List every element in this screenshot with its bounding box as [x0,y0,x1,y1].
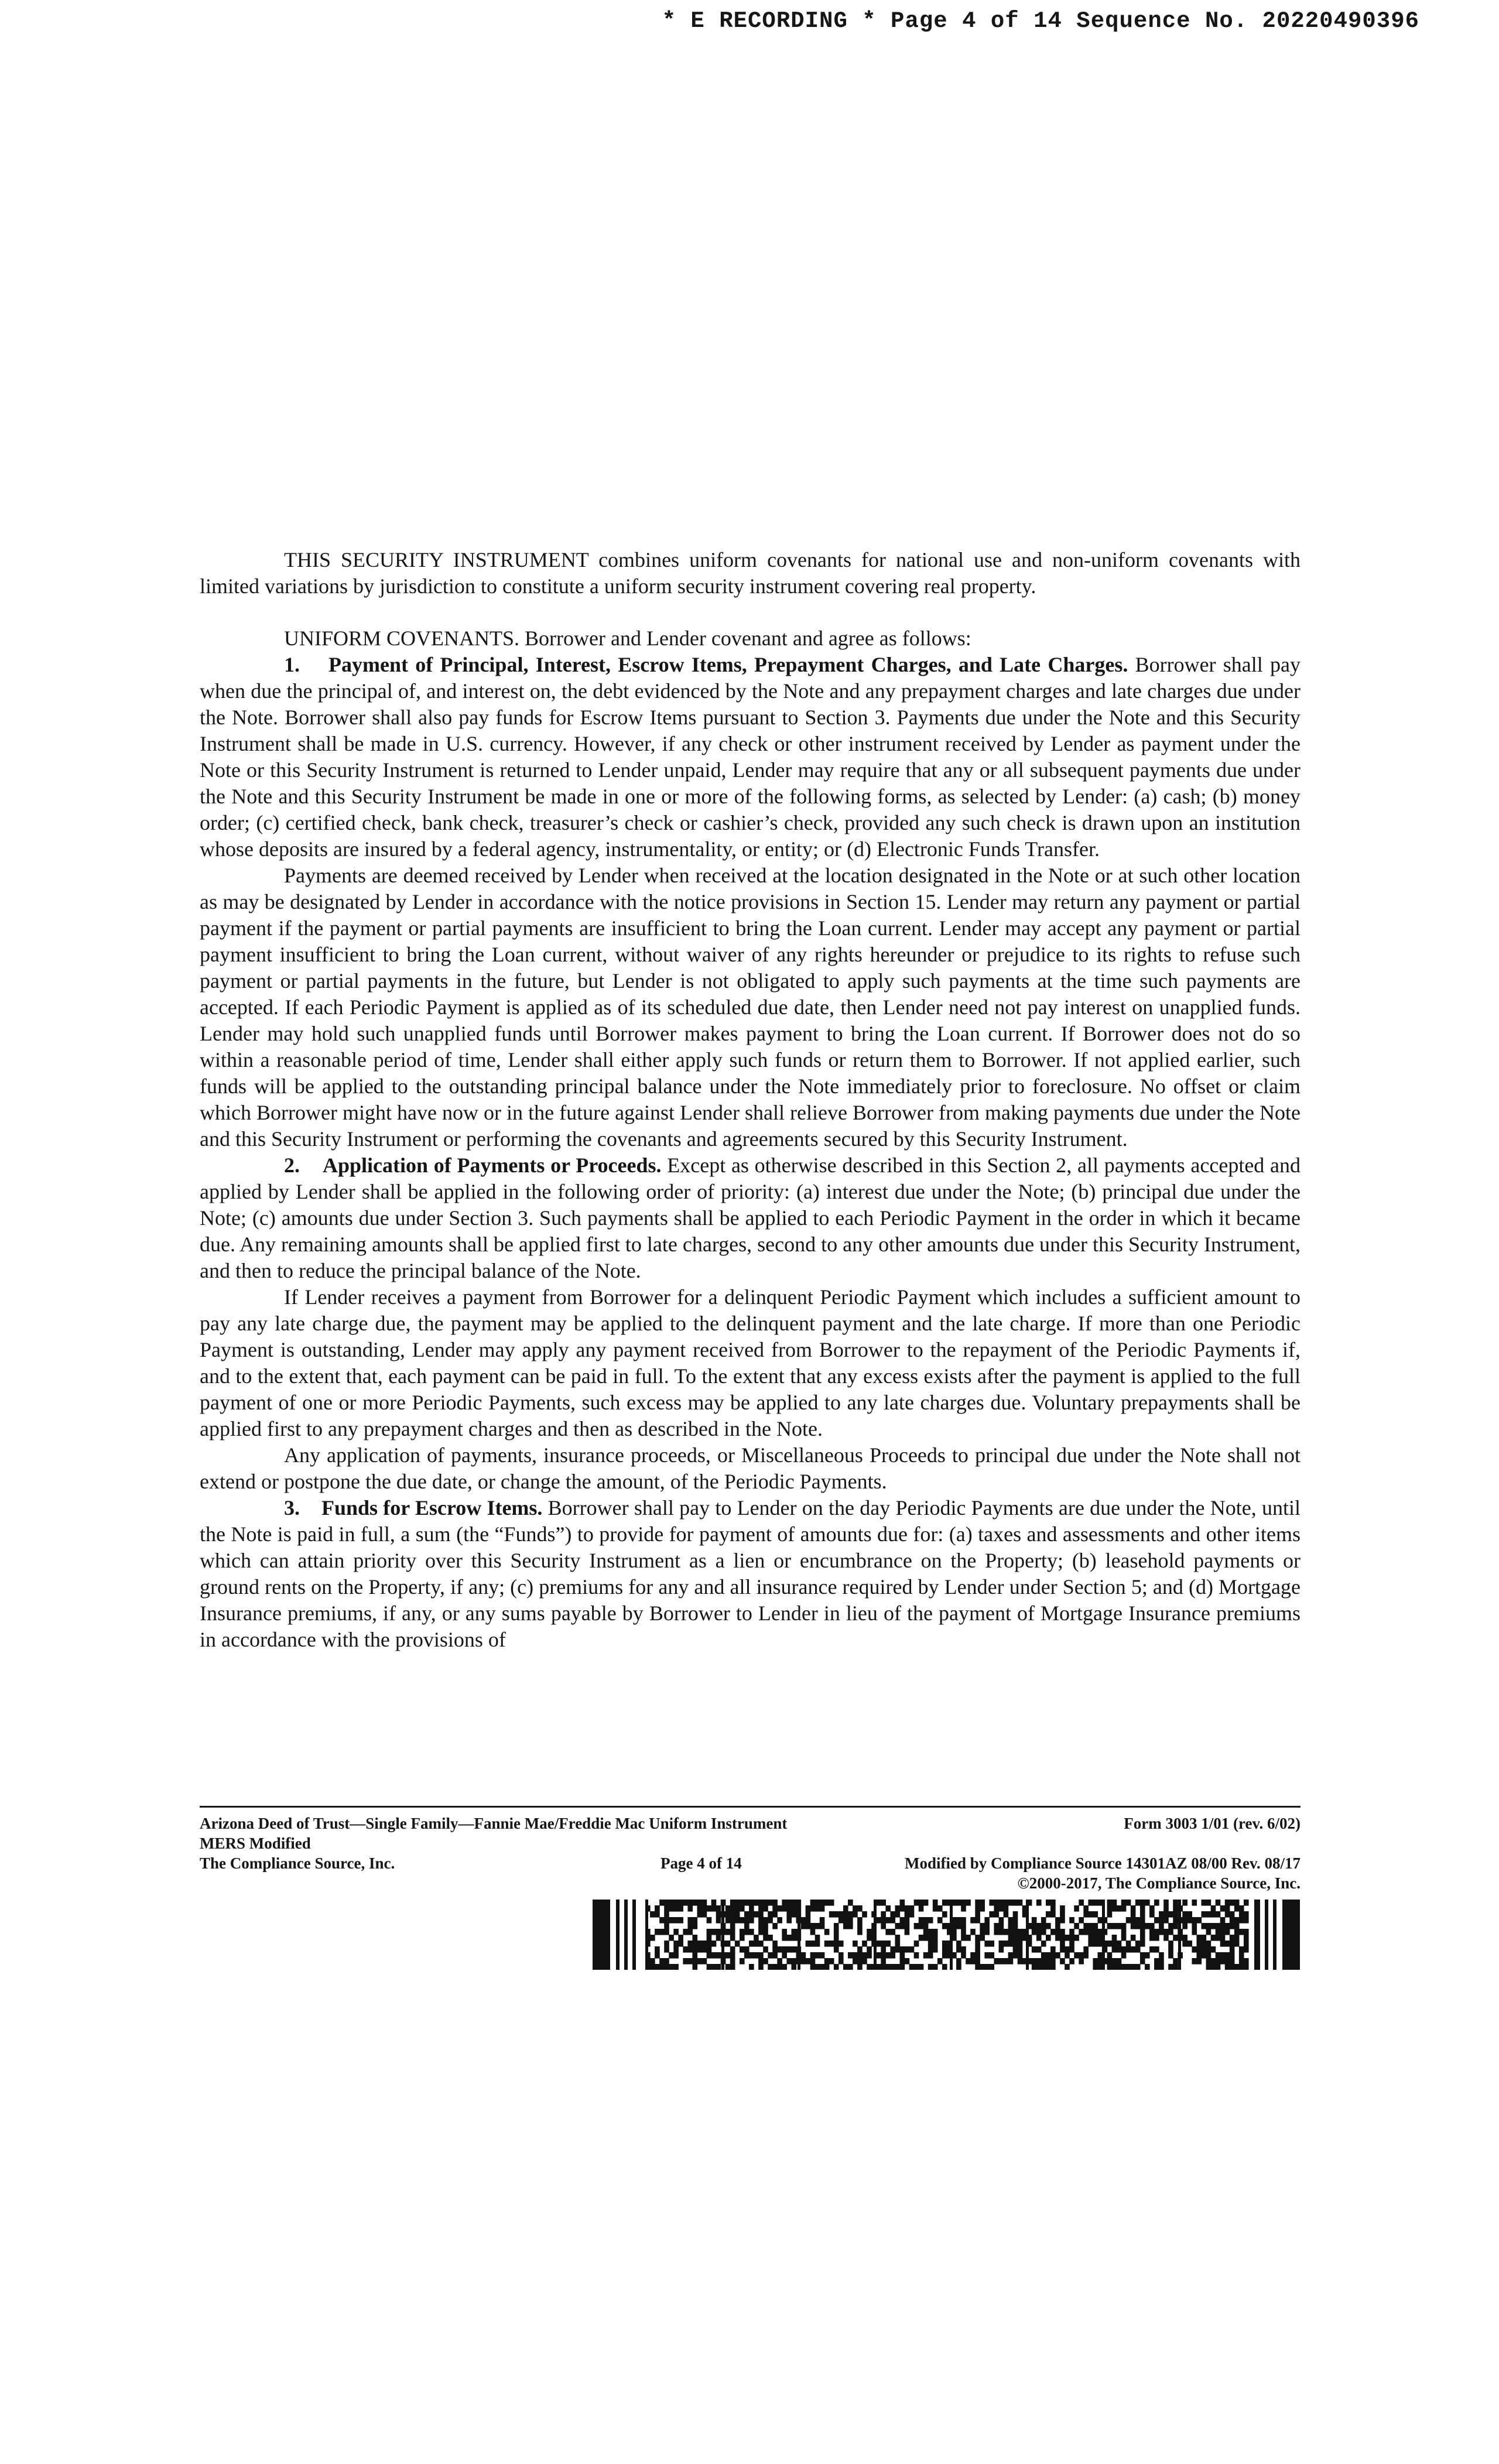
section-2-paragraph-3: Any application of payments, insurance proceeds, or Miscellaneous Proceeds to principal due under the Note shall not extend or postpone the due date, or change the amount, of the Periodic Payments. [200,1443,1300,1493]
footer-copyright: ©2000-2017, The Compliance Source, Inc. [1017,1874,1300,1892]
section-1-paragraph-2: Payments are deemed received by Lender when received at the location designated in the Note or at such other location as may be designated by Lender in accordance with the notice provisions in Section 15. Lender may return any payment or partial payment if the payment or partial payments are insufficient to bring the Loan current. Lender may accept any payment or partial payment insufficient to bring the Loan current, without waiver of any rights hereunder or prejudice to its rights to refuse such payment or partial payments in the future, but Lender is not obligated to apply such payments at the time such payments are accepted. If each Periodic Payment is applied as of its scheduled due date, then Lender need not pay interest on unapplied funds. Lender may hold such unapplied funds until Borrower makes payment to bring the Loan current. If Borrower does not do so within a reasonable period of time, Lender shall either apply such funds or return them to Borrower. If not applied earlier, such funds will be applied to the outstanding principal balance under the Note immediately prior to foreclosure. No offset or claim which Borrower might have now or in the future against Lender shall relieve Borrower from making payments due under the Note and this Security Instrument or performing the covenants and agreements secured by this Security Instrument. [200,864,1300,1151]
section-2-title: Application of Payments or Proceeds. [322,1154,662,1177]
uniform-covenants-heading: UNIFORM COVENANTS. Borrower and Lender covenant and agree as follows: [284,627,971,650]
section-1-paragraph [200,652,1300,863]
form-footer [200,1806,1300,1893]
document-barcode [593,1900,1300,1970]
section-1-number: 1. [284,653,300,676]
footer-form-title: Arizona Deed of Trust—Single Family—Fannie Mae/Freddie Mac Uniform Instrument [200,1815,788,1832]
section-3-number: 3. [284,1496,300,1520]
section-3-paragraph [200,1495,1300,1653]
recording-header: * E RECORDING * Page 4 of 14 Sequence No. 20220490396 [662,8,1419,34]
footer-modified: Modified by Compliance Source 14301AZ 08/00 Rev. 08/17 [904,1854,1300,1872]
intro-paragraph: THIS SECURITY INSTRUMENT combines uniform covenants for national use and non-uniform covenants with limited variations by jurisdiction to constitute a uniform security instrument covering real property. [200,548,1300,598]
section-1-text: Borrower shall pay when due the principal of, and interest on, the debt evidenced by the Note and any prepayment charges and late charges due under the Note. Borrower shall also pay funds for Escrow Items pursuant to Section 3. Payments due under the Note and this Security Instrument shall be made in U.S. currency. However, if any check or other instrument received by Lender as payment under the Note or this Security Instrument is returned to Lender unpaid, Lender may require that any or all subsequent payments due under the Note and this Security Instrument be made in one or more of the following forms, as selected by Lender: (a) cash; (b) money order; (c) certified check, bank check, treasurer’s check or cashier’s check, provided any such check is drawn upon an institution whose deposits are insured by a federal agency, instrumentality, or entity; or (d) Electronic Funds Transfer. [200,653,1300,861]
footer-form-number: Form 3003 1/01 (rev. 6/02) [1124,1815,1300,1832]
footer-page-number: Page 4 of 14 [660,1854,742,1872]
section-2-number: 2. [284,1154,300,1177]
footer-mers: MERS Modified [200,1835,311,1852]
section-1-title: Payment of Principal, Interest, Escrow Items, Prepayment Charges, and Late Charges. [328,653,1128,676]
section-2-paragraph [200,1152,1300,1284]
section-3-text: Borrower shall pay to Lender on the day Periodic Payments are due under the Note, until the Note is paid in full, a sum (the “Funds”) to provide for payment of amounts due for: (a) taxes and assessments and other items which can attain priority over this Security Instrument as a lien or encumbrance on the Property; (b) leasehold payments or ground rents on the Property, if any; (c) premiums for any and all insurance required by Lender under Section 5; and (d) Mortgage Insurance premiums, if any, or any sums payable by Borrower to Lender in lieu of the payment of Mortgage Insurance premiums in accordance with the provisions of [200,1496,1301,1651]
document-body [200,547,1300,1653]
section-2-paragraph-2: If Lender receives a payment from Borrower for a delinquent Periodic Payment which includes a sufficient amount to pay any late charge due, the payment may be applied to the delinquent payment and the late charge. If more than one Periodic Payment is outstanding, Lender may apply any payment received from Borrower to the repayment of the Periodic Payments if, and to the extent that, each payment can be paid in full. To the extent that any excess exists after the payment is applied to the full payment of one or more Periodic Payments, such excess may be applied to any late charges due. Voluntary prepayments shall be applied first to any prepayment charges and then as described in the Note. [200,1285,1300,1440]
section-3-title: Funds for Escrow Items. [321,1496,543,1520]
section-2-text: Except as otherwise described in this Section 2, all payments accepted and applied by Lender shall be applied in the following order of priority: (a) interest due under the Note; (b) principal due under the Note; (c) amounts due under Section 3. Such payments shall be applied to each Periodic Payment in the order in which it became due. Any remaining amounts shall be applied first to late charges, second to any other amounts due under this Security Instrument, and then to reduce the principal balance of the Note. [200,1154,1301,1282]
footer-company: The Compliance Source, Inc. [200,1854,395,1872]
